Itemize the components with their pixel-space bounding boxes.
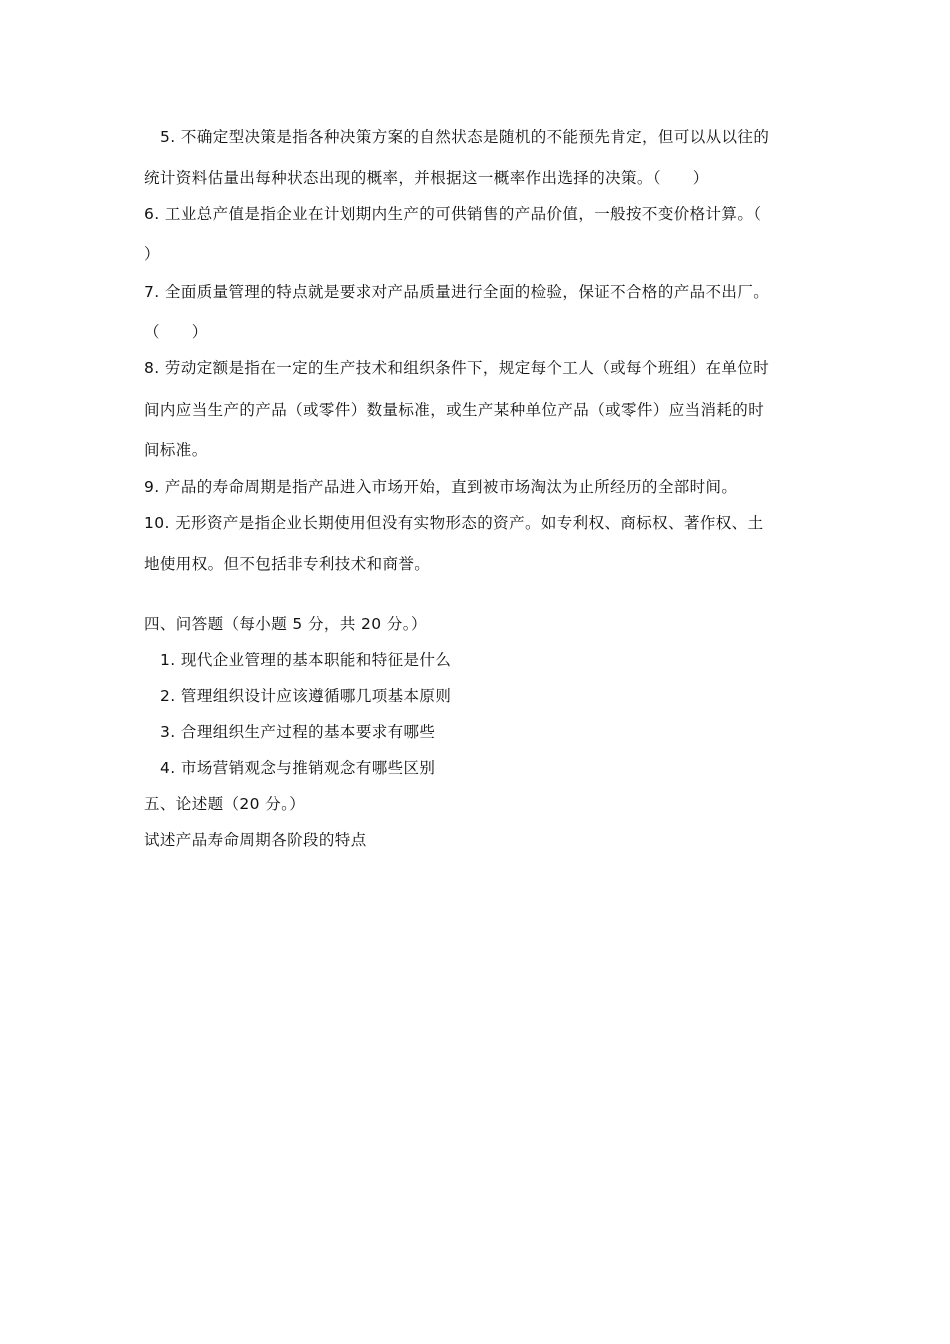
section-4-item-3: 3. 合理组织生产过程的基本要求有哪些 <box>160 723 436 741</box>
q5-line-2: 统计资料估量出每种状态出现的概率，并根据这一概率作出选择的决策。（ ） <box>144 169 709 187</box>
section-4-item-2: 2. 管理组织设计应该遵循哪几项基本原则 <box>160 687 452 705</box>
section-5-heading: 五、论述题（20 分。） <box>144 795 306 813</box>
q8-line-1: 8. 劳动定额是指在一定的生产技术和组织条件下，规定每个工人（或每个班组）在单位时 <box>144 359 770 377</box>
q6-line-2: ） <box>144 245 160 263</box>
q10-line-1: 10. 无形资产是指企业长期使用但没有实物形态的资产。如专利权、商标权、著作权、土 <box>144 514 764 532</box>
q8-line-2: 间内应当生产的产品（或零件）数量标准，或生产某种单位产品（或零件）应当消耗的时 <box>144 401 765 419</box>
q7-line-2: （ ） <box>144 323 208 341</box>
q10-line-2: 地使用权。但不包括非专利技术和商誉。 <box>144 555 431 573</box>
q6-line-1: 6. 工业总产值是指企业在计划期内生产的可供销售的产品价值，一般按不变价格计算。（ <box>144 205 762 223</box>
section-4-heading: 四、问答题（每小题 5 分，共 20 分。） <box>144 615 427 633</box>
section-4-item-4: 4. 市场营销观念与推销观念有哪些区别 <box>160 759 436 777</box>
q8-line-3: 间标准。 <box>144 441 208 459</box>
q7-line-1: 7. 全面质量管理的特点就是要求对产品质量进行全面的检验，保证不合格的产品不出厂。 <box>144 283 770 301</box>
section-5-question: 试述产品寿命周期各阶段的特点 <box>144 831 367 849</box>
q5-line-1: 5. 不确定型决策是指各种决策方案的自然状态是随机的不能预先肯定，但可以从以往的 <box>160 128 770 146</box>
section-4-item-1: 1. 现代企业管理的基本职能和特征是什么 <box>160 651 452 669</box>
q9-line-1: 9. 产品的寿命周期是指产品进入市场开始，直到被市场淘汰为止所经历的全部时间。 <box>144 478 738 496</box>
